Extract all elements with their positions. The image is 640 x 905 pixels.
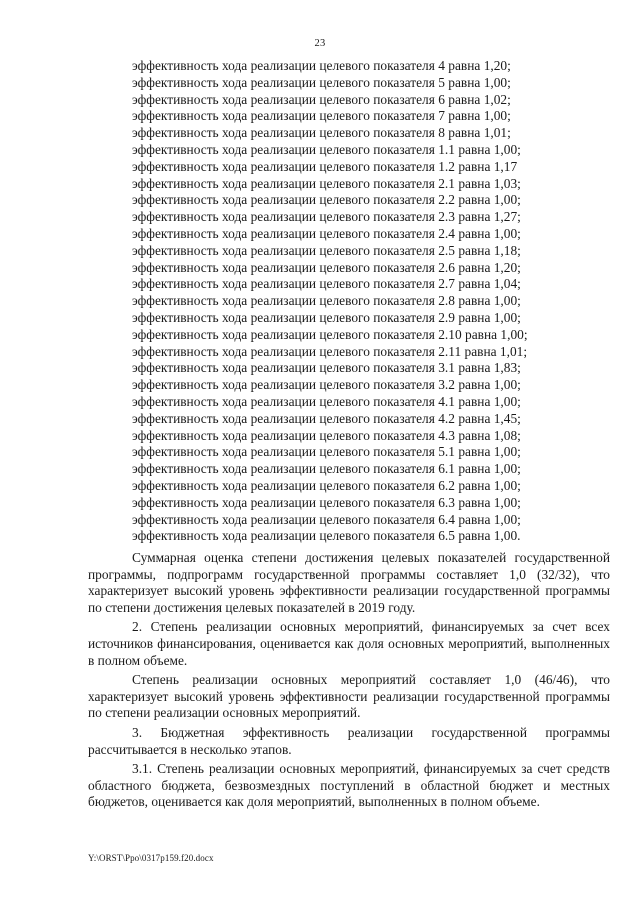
indicator-line: эффективность хода реализации целевого показателя 3.2 равна 1,00; xyxy=(132,377,521,393)
indicator-line: эффективность хода реализации целевого показателя 1.2 равна 1,17 xyxy=(132,158,518,174)
indicator-line: эффективность хода реализации целевого показателя 2.8 равна 1,00; xyxy=(132,293,521,309)
indicator-line: эффективность хода реализации целевого показателя 6.1 равна 1,00; xyxy=(132,461,521,477)
indicator-line: эффективность хода реализации целевого показателя 2.11 равна 1,01; xyxy=(132,343,528,359)
indicator-line: эффективность хода реализации целевого показателя 6.2 равна 1,00; xyxy=(132,477,521,493)
page-number: 23 xyxy=(314,38,326,49)
indicator-line: эффективность хода реализации целевого показателя 8 равна 1,01; xyxy=(132,125,511,141)
paragraph-summary: Суммарная оценка степени достижения целевых показателей государственной программы, подпрограмм государственной программы составляет 1,0 (32/32), что характеризует высокий уровень эффективности реализации государственной программы по степени достижения целевых показателей в 2019 году. xyxy=(88,550,610,615)
indicator-line: эффективность хода реализации целевого показателя 6.5 равна 1,00. xyxy=(132,528,521,544)
indicator-line: эффективность хода реализации целевого показателя 4.3 равна 1,08; xyxy=(132,427,521,443)
indicator-line: эффективность хода реализации целевого показателя 2.10 равна 1,00; xyxy=(132,326,528,342)
indicator-line: эффективность хода реализации целевого показателя 7 равна 1,00; xyxy=(132,108,511,124)
indicator-line: эффективность хода реализации целевого показателя 6 равна 1,02; xyxy=(132,91,511,107)
paragraph-item-3: 3. Бюджетная эффективность реализации государственной программы рассчитывается в несколько этапов. xyxy=(88,724,610,757)
indicator-line: эффективность хода реализации целевого показателя 3.1 равна 1,83; xyxy=(132,360,521,376)
indicator-line: эффективность хода реализации целевого показателя 4.1 равна 1,00; xyxy=(132,393,521,409)
indicator-line: эффективность хода реализации целевого показателя 2.7 равна 1,04; xyxy=(132,276,521,292)
indicator-line: эффективность хода реализации целевого показателя 2.6 равна 1,20; xyxy=(132,259,521,275)
indicator-list xyxy=(132,58,612,545)
paragraph-item-3-1: 3.1. Степень реализации основных мероприятий, финансируемых за счет средств областного бюджета, безвозмездных поступлений в областной бюджет и местных бюджетов, оценивается как доля мероприятий, выполненных в полном объеме. xyxy=(88,761,610,810)
indicator-line: эффективность хода реализации целевого показателя 2.3 равна 1,27; xyxy=(132,209,521,225)
indicator-line: эффективность хода реализации целевого показателя 4.2 равна 1,45; xyxy=(132,410,521,426)
indicator-line: эффективность хода реализации целевого показателя 2.5 равна 1,18; xyxy=(132,242,521,258)
indicator-line: эффективность хода реализации целевого показателя 6.3 равна 1,00; xyxy=(132,494,521,510)
indicator-line: эффективность хода реализации целевого показателя 4 равна 1,20; xyxy=(132,58,511,73)
body-text xyxy=(88,550,610,814)
indicator-line: эффективность хода реализации целевого показателя 5.1 равна 1,00; xyxy=(132,444,521,460)
indicator-line: эффективность хода реализации целевого показателя 2.9 равна 1,00; xyxy=(132,309,521,325)
indicator-line: эффективность хода реализации целевого показателя 6.4 равна 1,00; xyxy=(132,511,521,527)
indicator-line: эффективность хода реализации целевого показателя 2.4 равна 1,00; xyxy=(132,225,521,241)
indicator-line: эффективность хода реализации целевого показателя 5 равна 1,00; xyxy=(132,74,511,90)
paragraph-item-2-result: Степень реализации основных мероприятий составляет 1,0 (46/46), что характеризует высокий уровень эффективности реализации государственной программы по степени реализации основных мероприятий. xyxy=(88,672,610,721)
indicator-line: эффективность хода реализации целевого показателя 2.1 равна 1,03; xyxy=(132,175,521,191)
indicator-line: эффективность хода реализации целевого показателя 2.2 равна 1,00; xyxy=(132,192,521,208)
footer-file-path: Y:\ORST\Ppo\0317p159.f20.docx xyxy=(88,853,214,863)
indicator-line: эффективность хода реализации целевого показателя 1.1 равна 1,00; xyxy=(132,141,521,157)
paragraph-item-2: 2. Степень реализации основных мероприятий, финансируемых за счет всех источников финансирования, оценивается как доля основных мероприятий, выполненных в полном объеме. xyxy=(88,619,610,668)
